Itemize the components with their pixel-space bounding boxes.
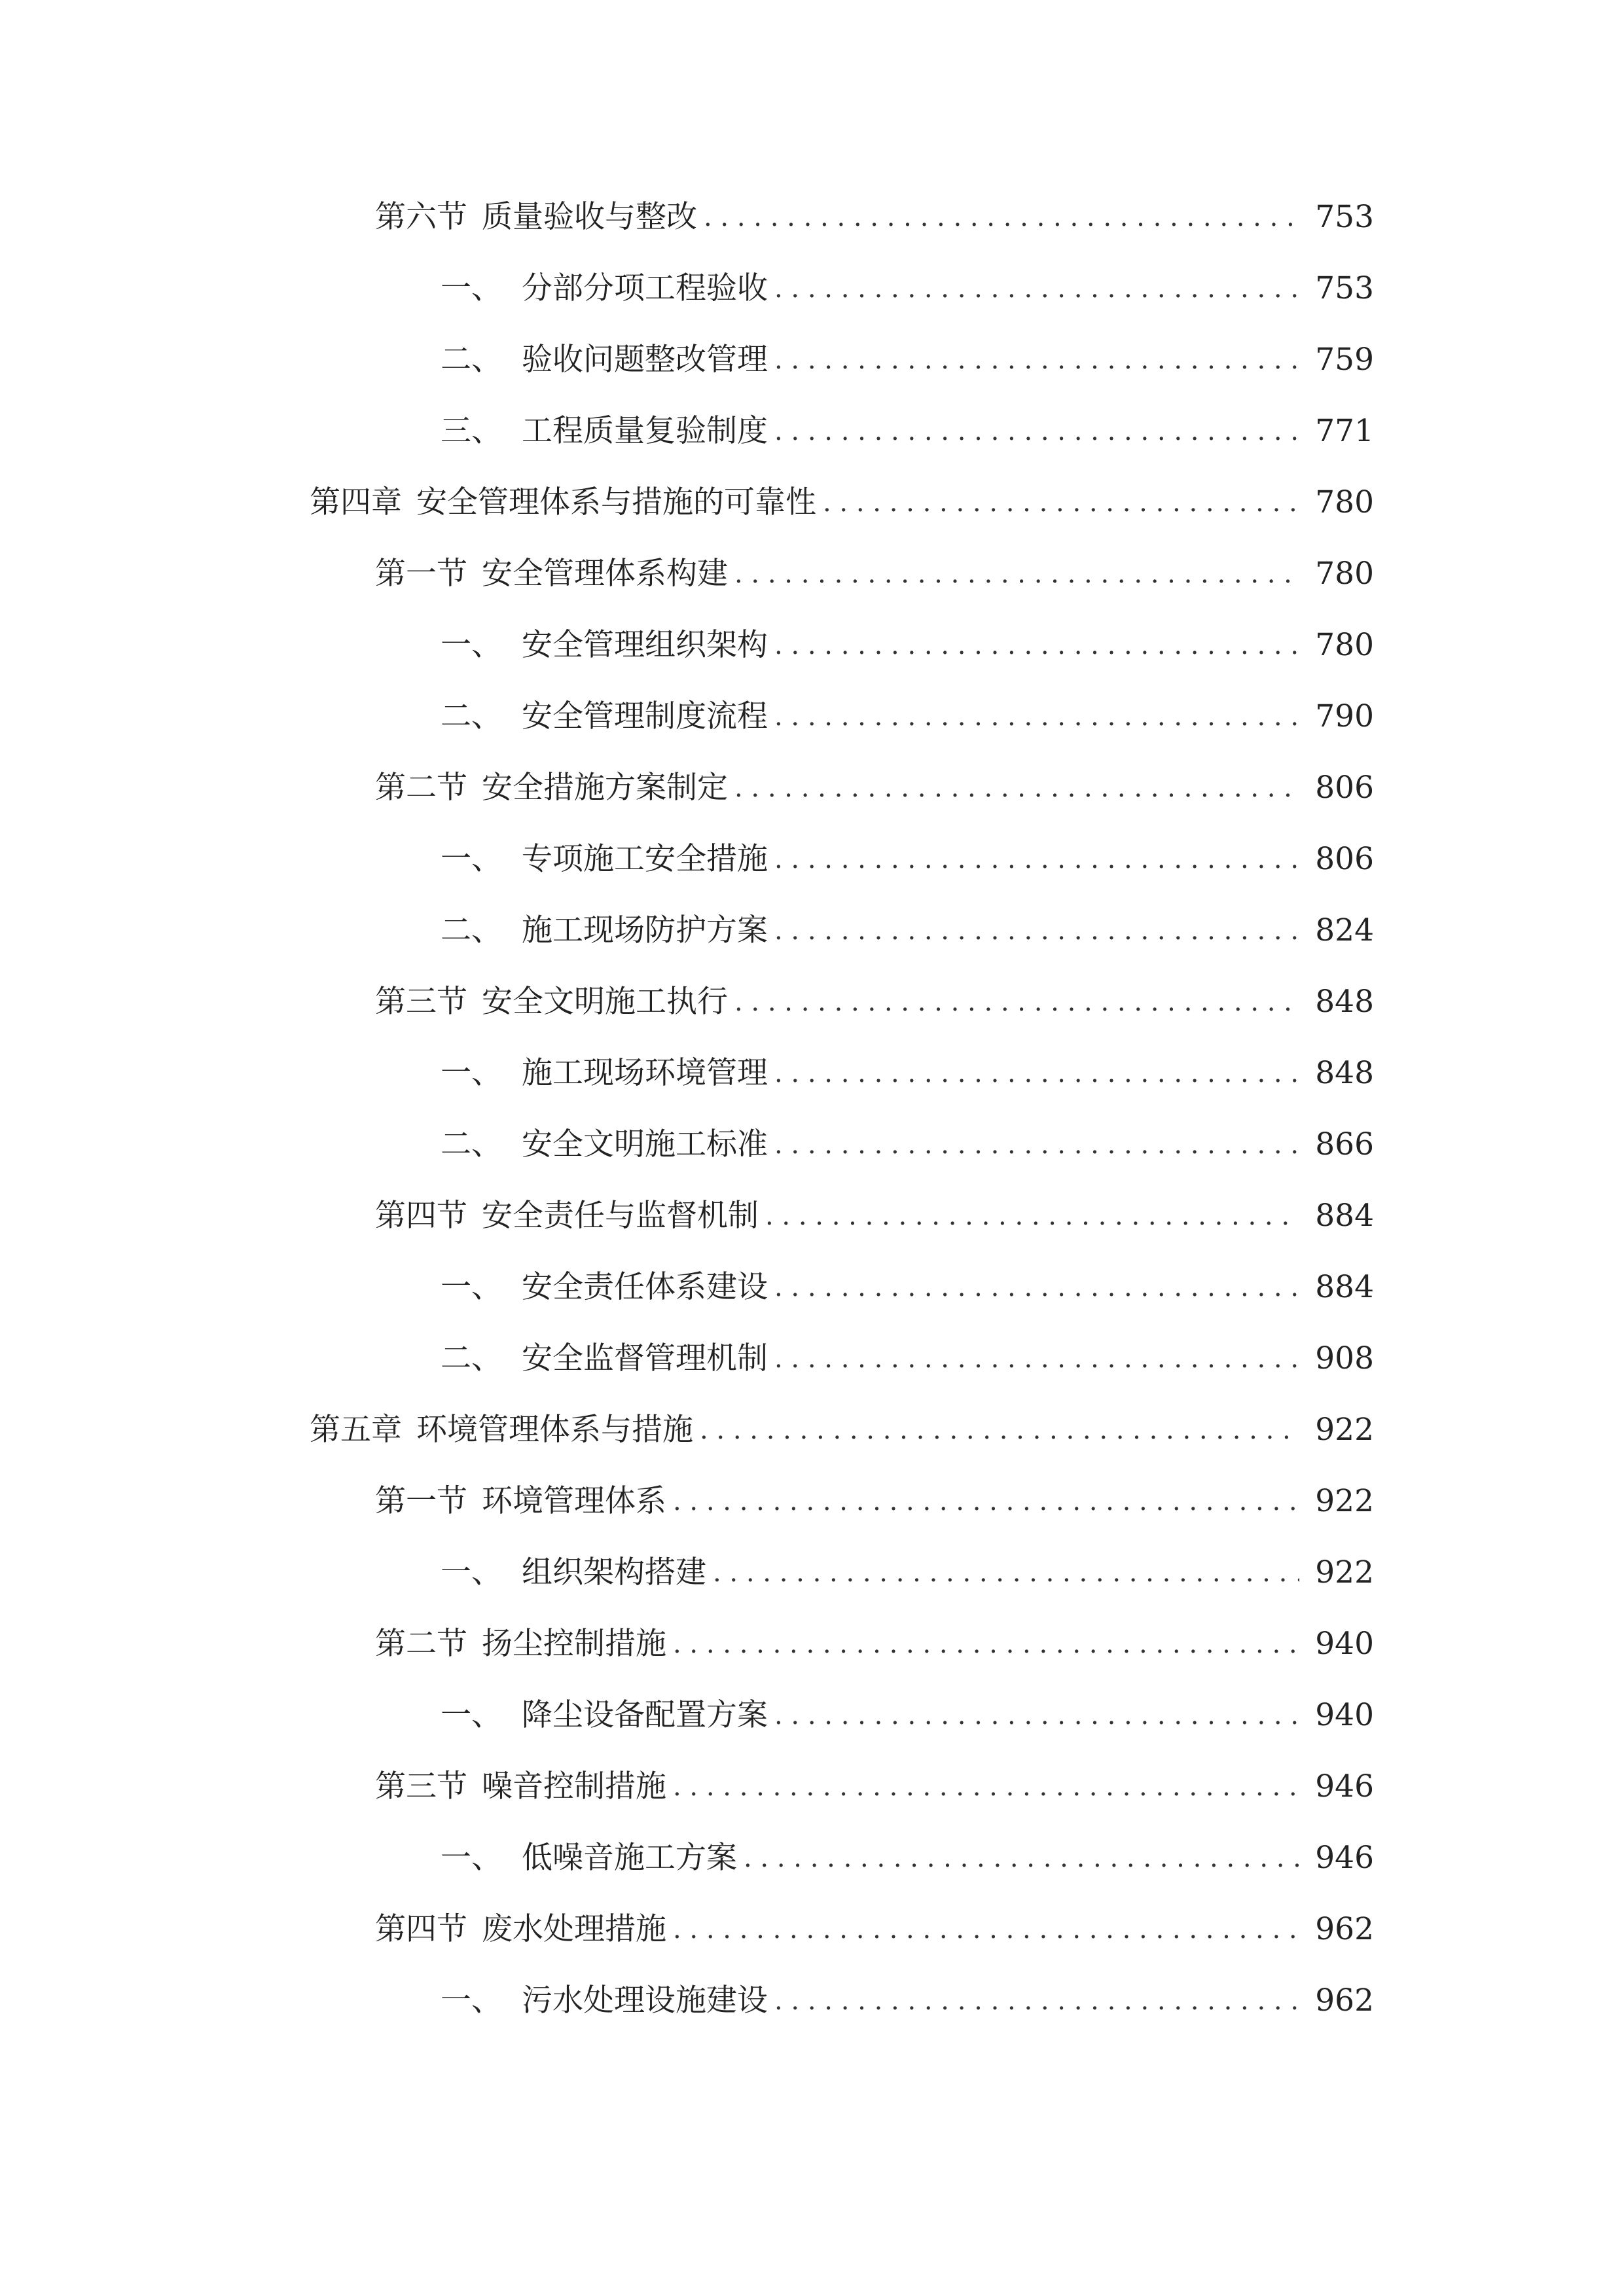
toc-entry-number: 一、 <box>441 270 502 306</box>
toc-entry-number: 第一节 <box>375 1483 467 1519</box>
toc-entry-title <box>441 905 768 957</box>
toc-page-number: 780 <box>1315 484 1374 520</box>
toc-entry-title <box>441 262 768 315</box>
toc-entry-text: 安全管理体系与措施的可靠性 <box>416 484 816 520</box>
dot-leader <box>774 1119 1299 1171</box>
toc-entry-text: 安全文明施工标准 <box>522 1126 768 1162</box>
toc-entry[interactable] <box>441 1261 1374 1314</box>
toc-entry[interactable] <box>441 833 1374 886</box>
dot-leader <box>774 905 1299 957</box>
toc-entry-text: 安全管理制度流程 <box>522 698 768 734</box>
toc-entry-number: 第三节 <box>375 984 467 1020</box>
toc-entry-number: 一、 <box>441 1697 502 1733</box>
toc-entry-number: 一、 <box>441 841 502 877</box>
toc-entry-text: 验收问题整改管理 <box>522 342 768 378</box>
toc-entry-title <box>441 334 768 386</box>
dot-leader <box>774 405 1299 457</box>
toc-entry-title <box>441 1689 768 1742</box>
dot-leader <box>774 1047 1299 1100</box>
toc-page-number: 884 <box>1315 1269 1374 1305</box>
toc-page-number: 940 <box>1315 1697 1374 1733</box>
toc-page-number: 780 <box>1315 627 1374 663</box>
toc-entry[interactable] <box>441 691 1374 743</box>
toc-entry-number: 第二节 <box>375 770 467 806</box>
toc-entry[interactable] <box>375 1618 1374 1670</box>
toc-entry-number: 三、 <box>441 413 502 449</box>
dot-leader <box>823 476 1299 529</box>
toc-page-number: 884 <box>1315 1198 1374 1234</box>
toc-page-number: 922 <box>1315 1483 1374 1519</box>
dot-leader <box>734 762 1299 814</box>
toc-entry[interactable] <box>441 405 1374 457</box>
toc-entry-number: 第六节 <box>375 199 467 235</box>
toc-entry-text: 环境管理体系 <box>482 1483 666 1519</box>
toc-entry-text: 污水处理设施建设 <box>522 1982 768 2018</box>
dot-leader <box>774 1333 1299 1385</box>
toc-entry-text: 分部分项工程验收 <box>522 270 768 306</box>
toc-entry-text: 组织架构搭建 <box>522 1554 706 1590</box>
toc-entry-text: 安全措施方案制定 <box>482 770 728 806</box>
dot-leader <box>704 191 1299 243</box>
toc-entry-title <box>310 476 816 529</box>
toc-entry[interactable] <box>375 191 1374 243</box>
dot-leader <box>673 1761 1299 1813</box>
toc-entry-text: 降尘设备配置方案 <box>522 1697 768 1733</box>
toc-entry-text: 环境管理体系与措施 <box>416 1412 693 1448</box>
dot-leader <box>765 1190 1299 1242</box>
dot-leader <box>673 1903 1299 1956</box>
dot-leader <box>774 334 1299 386</box>
toc-entry[interactable] <box>441 619 1374 672</box>
toc-page-number: 848 <box>1315 984 1374 1020</box>
toc-page-number: 771 <box>1315 413 1374 449</box>
toc-entry-number: 第四节 <box>375 1911 467 1947</box>
toc-entry-number: 一、 <box>441 1055 502 1091</box>
toc-entry-text: 专项施工安全措施 <box>522 841 768 877</box>
toc-entry-text: 施工现场环境管理 <box>522 1055 768 1091</box>
toc-entry-title <box>375 1190 759 1242</box>
dot-leader <box>673 1475 1299 1528</box>
toc-page-number: 806 <box>1315 770 1374 806</box>
toc-entry-number: 一、 <box>441 1982 502 2018</box>
toc-entry-number: 二、 <box>441 1340 502 1376</box>
toc-entry-number: 一、 <box>441 627 502 663</box>
toc-entry[interactable] <box>441 1832 1374 1884</box>
toc-entry[interactable] <box>441 1689 1374 1742</box>
dot-leader <box>673 1618 1299 1670</box>
toc-entry-title <box>375 1475 666 1528</box>
dot-leader <box>774 691 1299 743</box>
dot-leader <box>774 833 1299 886</box>
toc-page-number: 962 <box>1315 1911 1374 1947</box>
toc-entry-text: 废水处理措施 <box>482 1911 666 1947</box>
toc-entry[interactable] <box>441 262 1374 315</box>
toc-entry-number: 二、 <box>441 342 502 378</box>
toc-entry-number: 二、 <box>441 1126 502 1162</box>
toc-entry-title <box>441 833 768 886</box>
dot-leader <box>774 1975 1299 2027</box>
toc-entry[interactable] <box>375 1903 1374 1956</box>
toc-entry-number: 一、 <box>441 1554 502 1590</box>
toc-entry[interactable] <box>375 976 1374 1028</box>
toc-entry-number: 第四节 <box>375 1198 467 1234</box>
toc-entry-title <box>375 762 728 814</box>
toc-entry[interactable] <box>375 762 1374 814</box>
dot-leader <box>734 548 1299 600</box>
toc-entry-text: 施工现场防护方案 <box>522 912 768 948</box>
toc-entry-text: 质量验收与整改 <box>482 199 697 235</box>
toc-entry[interactable] <box>375 1475 1374 1528</box>
toc-entry-number: 一、 <box>441 1840 502 1876</box>
toc-entry-number: 二、 <box>441 912 502 948</box>
dot-leader <box>734 976 1299 1028</box>
toc-entry-number: 第三节 <box>375 1768 467 1804</box>
toc-entry-chapter[interactable] <box>310 1404 1374 1456</box>
toc-entry[interactable] <box>375 548 1374 600</box>
toc-entry-text: 安全管理组织架构 <box>522 627 768 663</box>
dot-leader <box>774 262 1299 315</box>
toc-entry-number: 第二节 <box>375 1626 467 1662</box>
toc-entry-title <box>441 1261 768 1314</box>
toc-entry[interactable] <box>441 905 1374 957</box>
toc-entry[interactable] <box>441 1975 1374 2027</box>
dot-leader <box>774 619 1299 672</box>
toc-entry-title <box>441 1832 737 1884</box>
toc-entry-text: 安全监督管理机制 <box>522 1340 768 1376</box>
toc-entry-title <box>375 1903 666 1956</box>
toc-page-number: 848 <box>1315 1055 1374 1091</box>
toc-page-number: 753 <box>1315 270 1374 306</box>
toc-entry-text: 工程质量复验制度 <box>522 413 768 449</box>
toc-entry-title <box>441 1119 768 1171</box>
toc-entry-number: 第五章 <box>310 1412 402 1448</box>
dot-leader <box>713 1547 1299 1599</box>
toc-entry-title <box>441 1975 768 2027</box>
toc-entry-text: 噪音控制措施 <box>482 1768 666 1804</box>
toc-page-number: 922 <box>1315 1554 1374 1590</box>
toc-entry-number: 第四章 <box>310 484 402 520</box>
toc-entry-title <box>441 619 768 672</box>
toc-entry[interactable] <box>441 1333 1374 1385</box>
toc-page-number: 759 <box>1315 342 1374 378</box>
dot-leader <box>774 1689 1299 1742</box>
toc-entry[interactable] <box>441 334 1374 386</box>
toc-page-number: 753 <box>1315 199 1374 235</box>
toc-entry[interactable] <box>441 1119 1374 1171</box>
toc-page-number: 790 <box>1315 698 1374 734</box>
toc-entry-title <box>441 1333 768 1385</box>
dot-leader <box>700 1404 1299 1456</box>
dot-leader <box>744 1832 1299 1884</box>
toc-page-number: 866 <box>1315 1126 1374 1162</box>
toc-page-number: 962 <box>1315 1982 1374 2018</box>
toc-entry-number: 一、 <box>441 1269 502 1305</box>
toc-entry-chapter[interactable] <box>310 476 1374 529</box>
toc-entry-title <box>441 1547 706 1599</box>
toc-entry[interactable] <box>375 1761 1374 1813</box>
toc-entry[interactable] <box>375 1190 1374 1242</box>
toc-page-number: 946 <box>1315 1768 1374 1804</box>
toc-entry-title <box>375 1618 666 1670</box>
toc-page-number: 946 <box>1315 1840 1374 1876</box>
toc-entry[interactable] <box>441 1047 1374 1100</box>
toc-entry-title <box>375 548 728 600</box>
toc-entry-title <box>441 405 768 457</box>
toc-entry-text: 低噪音施工方案 <box>522 1840 737 1876</box>
toc-entry-title <box>375 1761 666 1813</box>
toc-entry-title <box>375 191 697 243</box>
toc-entry-text: 安全管理体系构建 <box>482 556 728 592</box>
toc-page-number: 908 <box>1315 1340 1374 1376</box>
toc-entry-text: 安全责任与监督机制 <box>482 1198 759 1234</box>
toc-entry-title <box>375 976 728 1028</box>
toc-entry-title <box>441 1047 768 1100</box>
dot-leader <box>774 1261 1299 1314</box>
toc-entry-text: 安全文明施工执行 <box>482 984 728 1020</box>
toc-entry-title <box>310 1404 693 1456</box>
toc-page-number: 922 <box>1315 1412 1374 1448</box>
toc-entry-text: 安全责任体系建设 <box>522 1269 768 1305</box>
toc-page-number: 940 <box>1315 1626 1374 1662</box>
toc-page-number: 780 <box>1315 556 1374 592</box>
toc-entry-title <box>441 691 768 743</box>
toc-page-number: 806 <box>1315 841 1374 877</box>
toc-entry-text: 扬尘控制措施 <box>482 1626 666 1662</box>
toc-entry-number: 第一节 <box>375 556 467 592</box>
toc-entry-number: 二、 <box>441 698 502 734</box>
toc-entry[interactable] <box>441 1547 1374 1599</box>
toc-page-number: 824 <box>1315 912 1374 948</box>
